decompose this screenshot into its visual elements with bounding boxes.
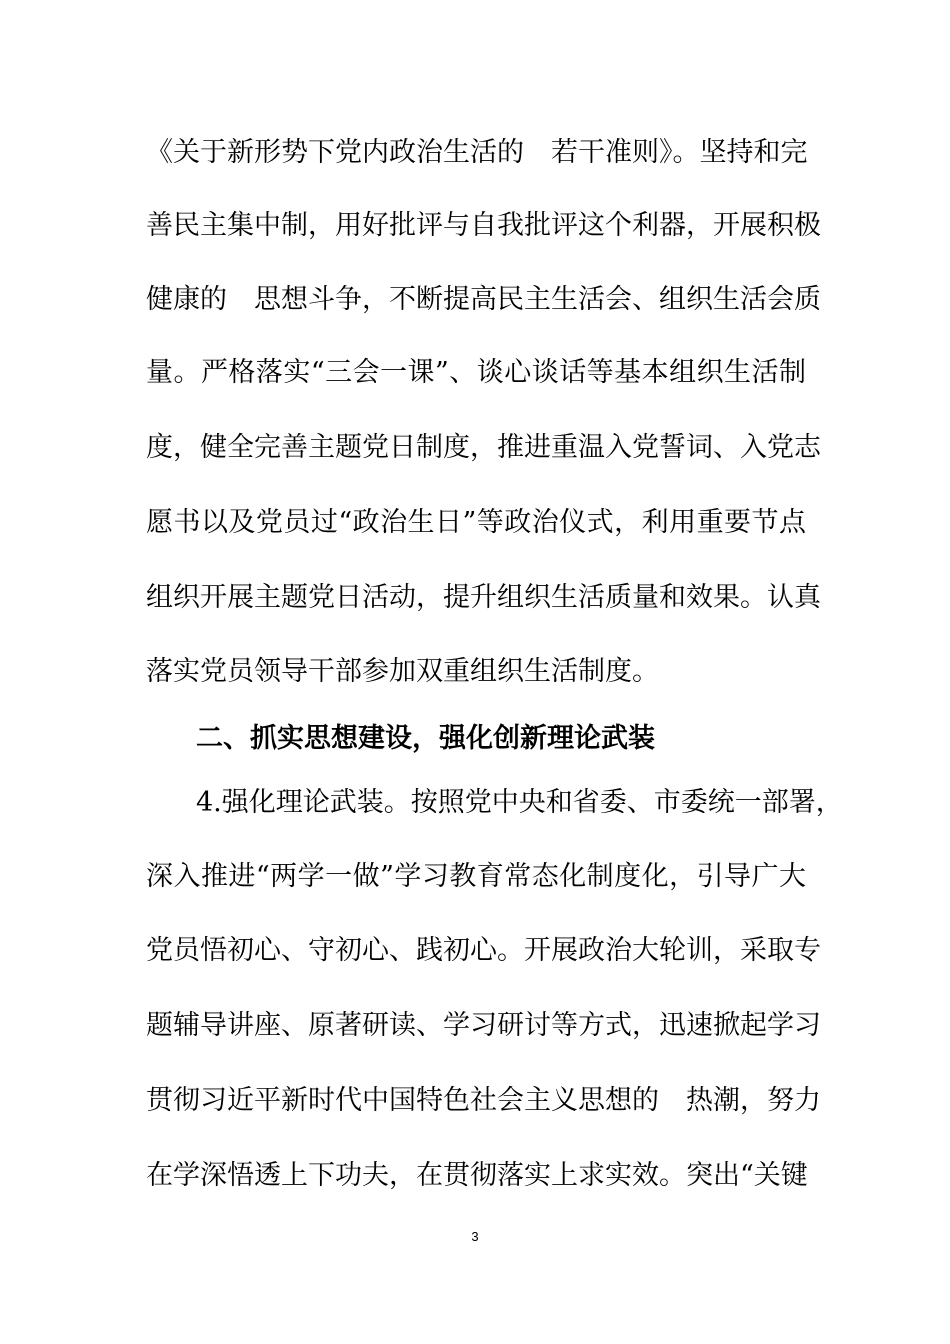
page-number: 3	[471, 1229, 479, 1244]
paragraph-1-line-7: 组织开展主题党日活动，提升组织生活质量和效果。认真	[146, 582, 821, 613]
paragraph-1-line-6: 愿书以及党员过“政治生日”等政治仪式，利用重要节点	[146, 507, 806, 538]
paragraph-2-line-6: 在学深悟透上下功夫，在贯彻落实上求实效。突出“关键	[146, 1160, 808, 1191]
paragraph-2-line-1: 4.强化理论武装。按照党中央和省委、市委统一部署，	[196, 787, 843, 818]
paragraph-1-line-1: 《关于新形势下党内政治生活的 若干准则》。坚持和完	[146, 137, 808, 168]
paragraph-2-line-5: 贯彻习近平新时代中国特色社会主义思想的 热潮，努力	[146, 1085, 821, 1116]
paragraph-2-line-3: 党员悟初心、守初心、践初心。开展政治大轮训，采取专	[146, 935, 821, 966]
section-heading: 二、抓实思想建设，强化创新理论武装	[196, 723, 655, 754]
paragraph-2-line-4: 题辅导讲座、原著研读、学习研讨等方式，迅速掀起学习	[146, 1010, 821, 1041]
paragraph-1-line-2: 善民主集中制，用好批评与自我批评这个利器，开展积极	[146, 210, 821, 241]
paragraph-1-line-8: 落实党员领导干部参加双重组织生活制度。	[146, 656, 659, 687]
paragraph-2-line-2: 深入推进“两学一做”学习教育常态化制度化，引导广大	[146, 861, 806, 892]
paragraph-1-line-4: 量。严格落实“三会一课”、谈心谈话等基本组织生活制	[146, 357, 806, 388]
paragraph-1-line-5: 度，健全完善主题党日制度，推进重温入党誓词、入党志	[146, 432, 821, 463]
paragraph-1-line-3: 健康的 思想斗争，不断提高民主生活会、组织生活会质	[146, 284, 821, 315]
